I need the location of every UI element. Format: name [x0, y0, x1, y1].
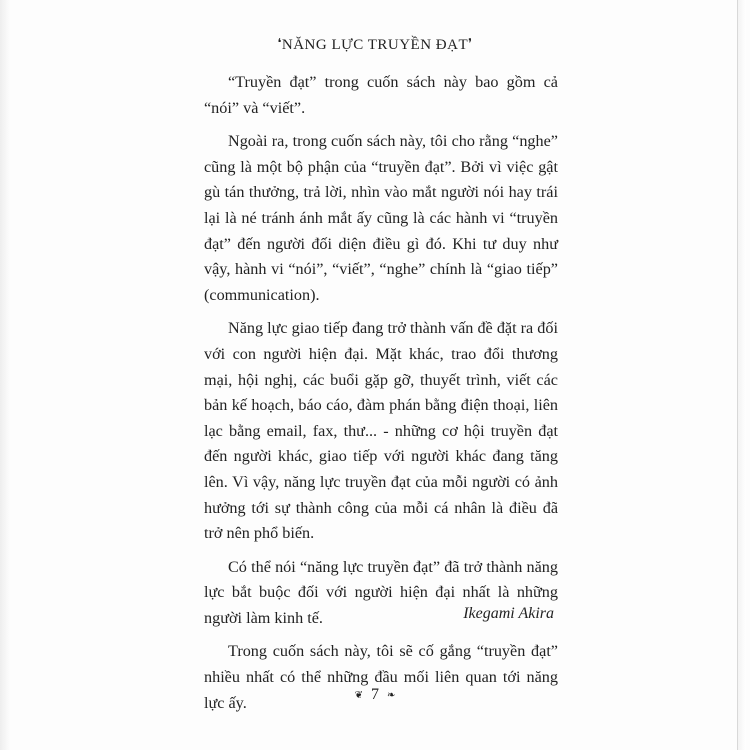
paragraph-1: “Truyền đạt” trong cuốn sách này bao gồm cả “nói” và “viết”. [204, 73, 558, 117]
folio-ornament-left-icon: ❦ [354, 690, 363, 701]
page-gutter-shade [0, 0, 10, 750]
paragraph-5: Trong cuốn sách này, tôi sẽ cố gắng “truyền đạt” nhiều nhất có thể những đầu mối liên quan tới năng lực ấy. [204, 642, 558, 712]
header-ornament-right-icon: ❜ [468, 36, 473, 50]
paragraph-2: Ngoài ra, trong cuốn sách này, tôi cho rằng “nghe” cũng là một bộ phận của “truyền đạt”. Bởi vì việc gật gù tán thưởng, trả lời, nhìn vào mắt người nói hay trái lại là né tránh ánh mắt ấy cũng là các hành vi “truyền đạt” đến người đối diện điều gì đó. Khi tư duy như vậy, hành vi “nói”, “viết”, “nghe” chính là “giao tiếp” (communication). [204, 132, 558, 304]
page-folio [0, 686, 750, 704]
paragraph-4: Có thể nói “năng lực truyền đạt” đã trở thành năng lực bắt buộc đối với người hiện đại nhất là những người làm kinh tế. [204, 557, 558, 627]
running-head [0, 36, 750, 54]
header-ornament-left-icon: ❛ [277, 36, 282, 50]
paragraph-3: Năng lực giao tiếp đang trở thành vấn đề đặt ra đối với con người hiện đại. Mặt khác, trao đổi thương mại, hội nghị, các buổi gặp gỡ, thuyết trình, viết các bản kế hoạch, báo cáo, đàm phán bằng điện thoại, liên lạc bằng email, fax, thư... - những cơ hội truyền đạt đến người khác, giao tiếp với người khác đang tăng lên. Vì vậy, năng lực truyền đạt của mỗi người có ảnh hưởng tới sự thành công của mỗi cá nhân là điều đã trở nên phổ biến. [204, 319, 558, 543]
author-signature: Ikegami Akira [463, 605, 554, 622]
running-head-title: NĂNG LỰC TRUYỀN ĐẠT [281, 37, 469, 53]
folio-ornament-right-icon: ❧ [387, 690, 396, 701]
page-number: 7 [371, 686, 379, 703]
page-edge [737, 0, 746, 750]
body-text [204, 70, 558, 724]
